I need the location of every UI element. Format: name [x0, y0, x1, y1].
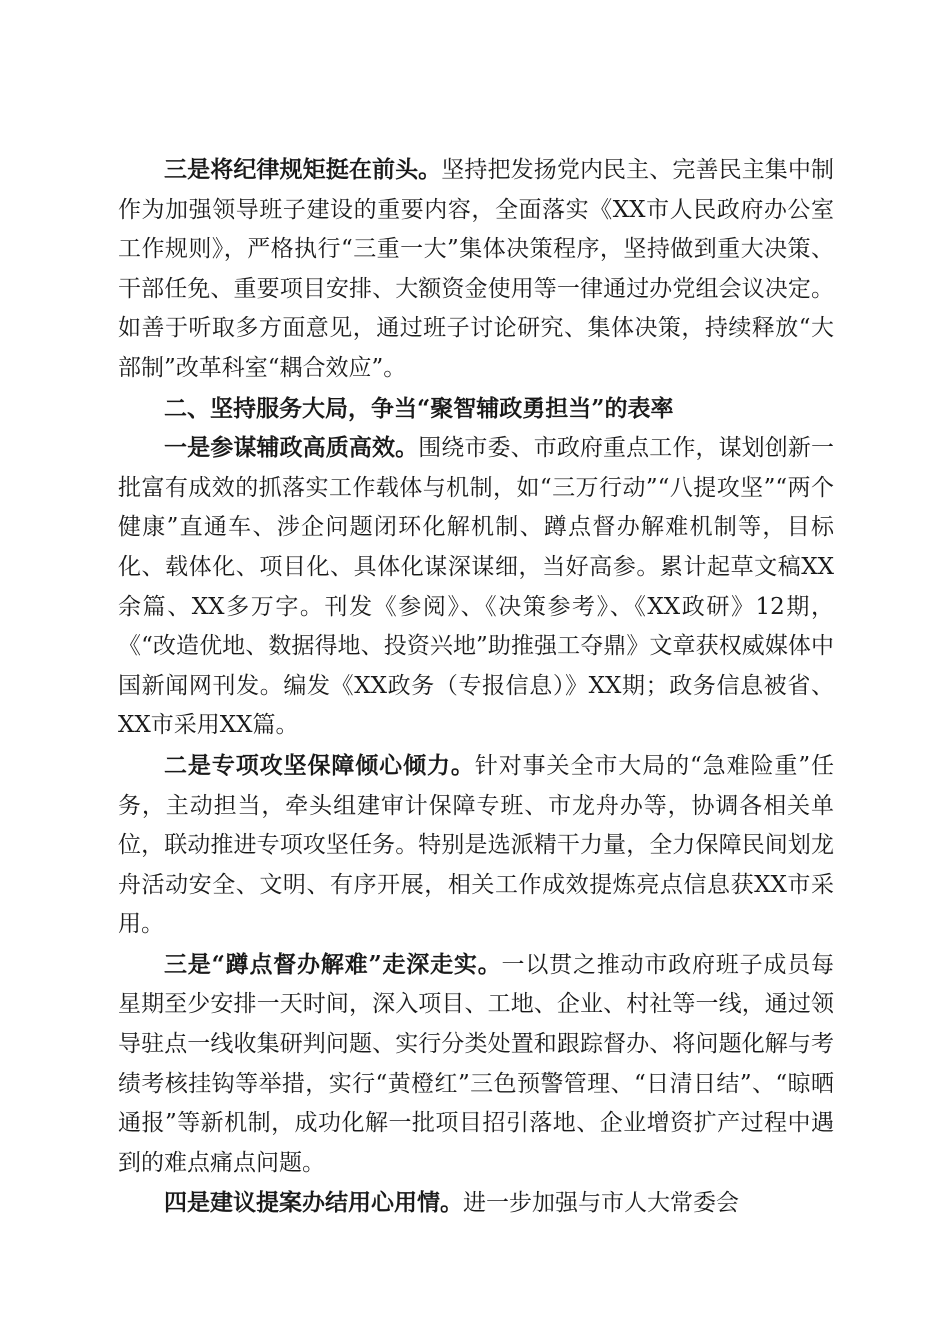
paragraph-text: 坚持把发扬党内民主、完善民主集中制作为加强领导班子建设的重要内容，全面落实《XX市人民政府办公室工作规则》，严格执行“三重一大”集体决策程序，坚持做到重大决策、干部任免、重要项目安排、大额资金使用等一律通过办党组会议决定。如善于听取多方面意见，通过班子讨论研究、集体决策，持续释放“大部制”改革科室“耦合效应”。 — [118, 157, 835, 381]
paragraph-on-site-supervision — [118, 945, 834, 1184]
document-body — [118, 150, 834, 1224]
paragraph-text: 进一步加强与市人大常委会 — [463, 1190, 739, 1217]
paragraph-proposals — [118, 1183, 834, 1224]
paragraph-discipline — [118, 150, 834, 389]
paragraph-text: 一以贯之推动市政府班子成员每星期至少安排一天时间，深入项目、工地、企业、村社等一线，通过领导驻点一线收集研判问题、实行分类处置和跟踪督办、将问题化解与考绩考核挂钩等举措，实行“黄橙红”三色预警管理、“日清日结”、“晾晒通报”等新机制，成功化解一批项目招引落地、企业增资扩产过程中遇到的难点痛点问题。 — [118, 951, 834, 1176]
paragraph-lead: 三是将纪律规矩挺在前头。 — [164, 156, 442, 183]
paragraph-special-tasks — [118, 746, 834, 945]
paragraph-lead: 三是“蹲点督办解难”走深走实。 — [164, 950, 502, 978]
paragraph-lead: 一是参谋辅政高质高效。 — [164, 434, 419, 462]
paragraph-lead: 二是专项攻坚保障倾心倾力。 — [164, 751, 475, 779]
section-heading: 二、坚持服务大局，争当“聚智辅政勇担当”的表率 — [164, 394, 674, 422]
paragraph-text: 针对事关全市大局的“急难险重”任务，主动担当，牵头组建审计保障专班、市龙舟办等，协调各相关单位，联动推进专项攻坚任务。特别是选派精干力量，全力保障民间划龙舟活动安全、文明、有序开展，相关工作成效提炼亮点信息获XX市采用。 — [118, 752, 834, 938]
paragraph-lead: 四是建议提案办结用心用情。 — [164, 1189, 463, 1217]
paragraph-advisory — [118, 428, 834, 746]
paragraph-text: 围绕市委、市政府重点工作，谋划创新一批富有成效的抓落实工作载体与机制，如“三万行动”“八提攻坚”“两个健康”直通车、涉企问题闭环化解机制、蹲点督办解难机制等，目标化、载体化、项目化、具体化谋深谋细，当好高参。累计起草文稿XX余篇、XX多万字。刊发《参阅》、《决策参考》、《XX政研》12期，《“改造优地、数据得地、投资兴地”助推强工夺鼎》文章获权威媒体中国新闻网刊发。编发《XX政务（专报信息）》XX期；政务信息被省、XX市采用XX篇。 — [118, 435, 835, 739]
